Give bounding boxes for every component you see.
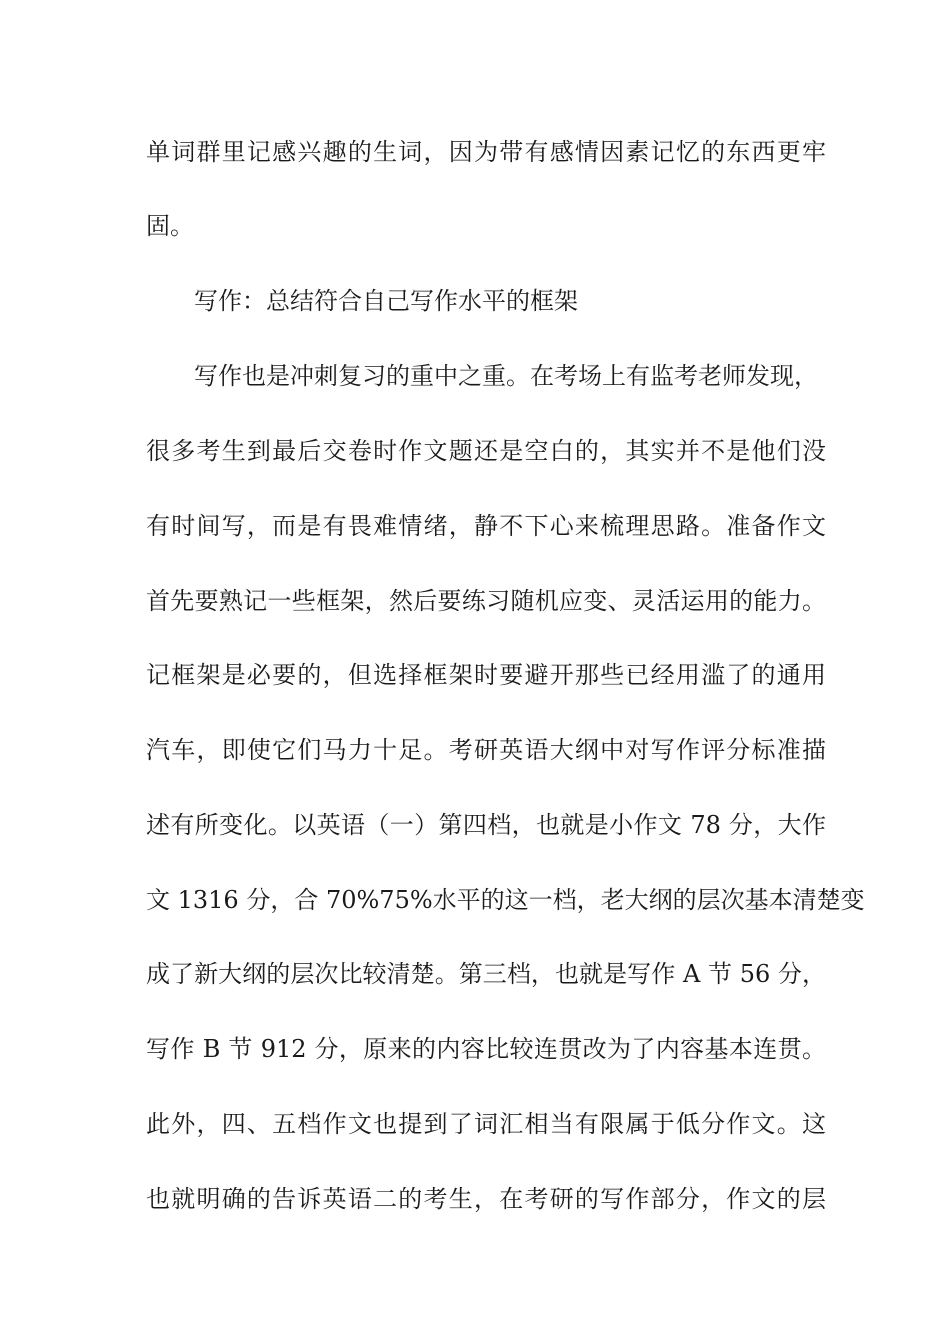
text-line: 述有所变化。以英语（一）第四档，也就是小作文 78 分，大作	[146, 811, 826, 839]
text-line: 写作 B 节 912 分，原来的内容比较连贯改为了内容基本连贯。	[146, 1035, 826, 1063]
section-heading: 写作：总结符合自己写作水平的框架	[194, 287, 578, 315]
text-line: 首先要熟记一些框架，然后要练习随机应变、灵活运用的能力。	[146, 587, 826, 615]
text-line: 汽车，即使它们马力十足。考研英语大纲中对写作评分标准描	[146, 736, 826, 764]
text-line: 记框架是必要的，但选择框架时要避开那些已经用滥了的通用	[146, 661, 826, 689]
text-line: 成了新大纲的层次比较清楚。第三档，也就是写作 A 节 56 分，	[146, 960, 826, 988]
text-line: 有时间写，而是有畏难情绪，静不下心来梳理思路。准备作文	[146, 512, 826, 540]
text-line: 此外，四、五档作文也提到了词汇相当有限属于低分作文。这	[146, 1110, 826, 1138]
text-line: 写作也是冲刺复习的重中之重。在考场上有监考老师发现，	[194, 362, 818, 390]
text-line: 单词群里记感兴趣的生词，因为带有感情因素记忆的东西更牢	[146, 138, 826, 166]
text-line: 固。	[146, 212, 194, 240]
text-line: 很多考生到最后交卷时作文题还是空白的，其实并不是他们没	[146, 437, 826, 465]
text-line: 文 1316 分，合 70%75%水平的这一档，老大纲的层次基本清楚变	[146, 886, 865, 914]
text-line: 也就明确的告诉英语二的考生，在考研的写作部分，作文的层	[146, 1185, 826, 1213]
